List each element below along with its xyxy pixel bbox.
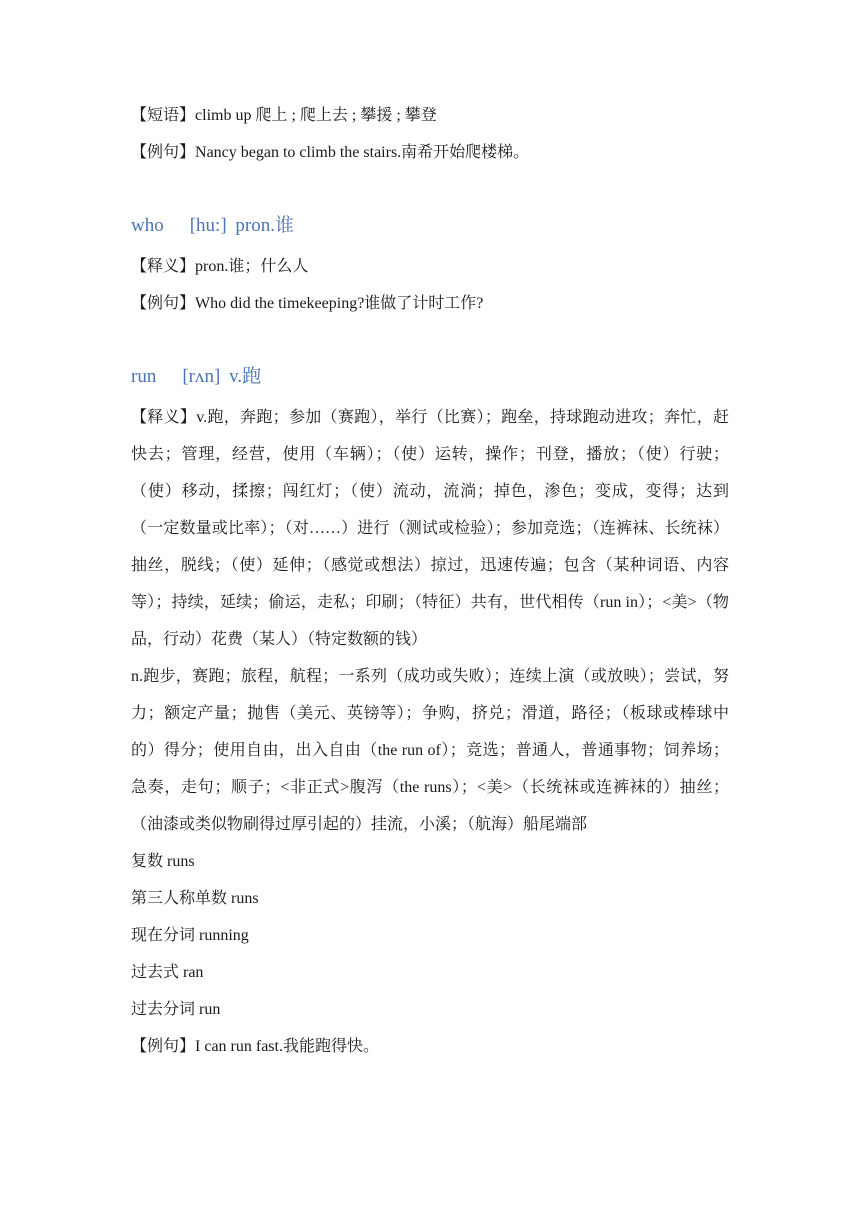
short-definition: pron.谁 bbox=[235, 215, 294, 236]
phonetic: [rʌn] bbox=[182, 366, 221, 387]
phrase-tag: 【短语】 bbox=[131, 107, 196, 124]
example-text: Who did the timekeeping?谁做了计时工作? bbox=[195, 295, 484, 312]
run-form-plural: 复数 runs bbox=[131, 853, 195, 870]
run-noun-definition: n.跑步，赛跑；旅程，航程；一系列（成功或失败）；连续上演（或放映）；尝试，努力；额定产量；抛售（美元、英镑等）；争购，挤兑；滑道，路径；（板球或棒球中的）得分；使用自由，出入自由（the run of）；竞选；普通人，普通事物；饲养场；急奏，走句；顺子；<非正式>腹泻（the runs）；<美>（长统袜或连裤袜的）抽丝；（油漆或类似物刷得过厚引起的）挂流，小溪；（航海）船尾端部 bbox=[131, 668, 729, 833]
verb-definition-text: v.跑，奔跑；参加（赛跑），举行（比赛）；跑垒，持球跑动进攻；奔忙，赶快去；管理，经营，使用（车辆）；（使）运转，操作；刊登，播放；（使）行驶；（使）移动，揉擦；闯红灯；（使）流动，流淌；掉色，渗色；变成，变得；达到（一定数量或比率）；（对……）进行（测试或检验）；参加竞选；（连裤袜、长统袜）抽丝，脱线；（使）延伸；（感觉或想法）掠过，迅速传遍；包含（某种词语、内容等）；持续，延续；偷运，走私；印刷；（特征）共有，世代相传（run in）；<美>（物品，行动）花费（某人）（特定数额的钱） bbox=[131, 409, 729, 648]
who-heading bbox=[131, 214, 294, 238]
headword: who bbox=[131, 215, 164, 236]
who-definition-line bbox=[131, 257, 308, 277]
headword: run bbox=[131, 366, 157, 387]
run-verb-definition bbox=[131, 399, 729, 658]
short-definition: v.跑 bbox=[229, 366, 262, 387]
example-text: Nancy began to climb the stairs.南希开始爬楼梯。 bbox=[195, 144, 530, 161]
definition-text: pron.谁；什么人 bbox=[195, 258, 309, 275]
climb-phrase-line bbox=[131, 106, 437, 126]
who-example-line bbox=[131, 294, 483, 314]
definition-tag: 【释义】 bbox=[131, 258, 196, 275]
phonetic: [hu:] bbox=[189, 215, 227, 236]
example-text: I can run fast.我能跑得快。 bbox=[195, 1038, 379, 1055]
run-form-past-participle: 过去分词 run bbox=[131, 1001, 221, 1018]
definition-tag: 【释义】 bbox=[131, 409, 197, 426]
phrase-text: climb up 爬上 ; 爬上去 ; 攀援 ; 攀登 bbox=[195, 107, 437, 124]
run-example-line bbox=[131, 1028, 729, 1065]
run-form-past-tense: 过去式 ran bbox=[131, 964, 204, 981]
example-tag: 【例句】 bbox=[131, 144, 196, 161]
climb-example-line bbox=[131, 143, 529, 163]
run-definition-block bbox=[131, 399, 729, 1065]
run-form-present-participle: 现在分词 running bbox=[131, 927, 249, 944]
run-form-third-person: 第三人称单数 runs bbox=[131, 890, 259, 907]
example-tag: 【例句】 bbox=[131, 295, 196, 312]
run-heading bbox=[131, 365, 261, 389]
example-tag: 【例句】 bbox=[131, 1038, 196, 1055]
